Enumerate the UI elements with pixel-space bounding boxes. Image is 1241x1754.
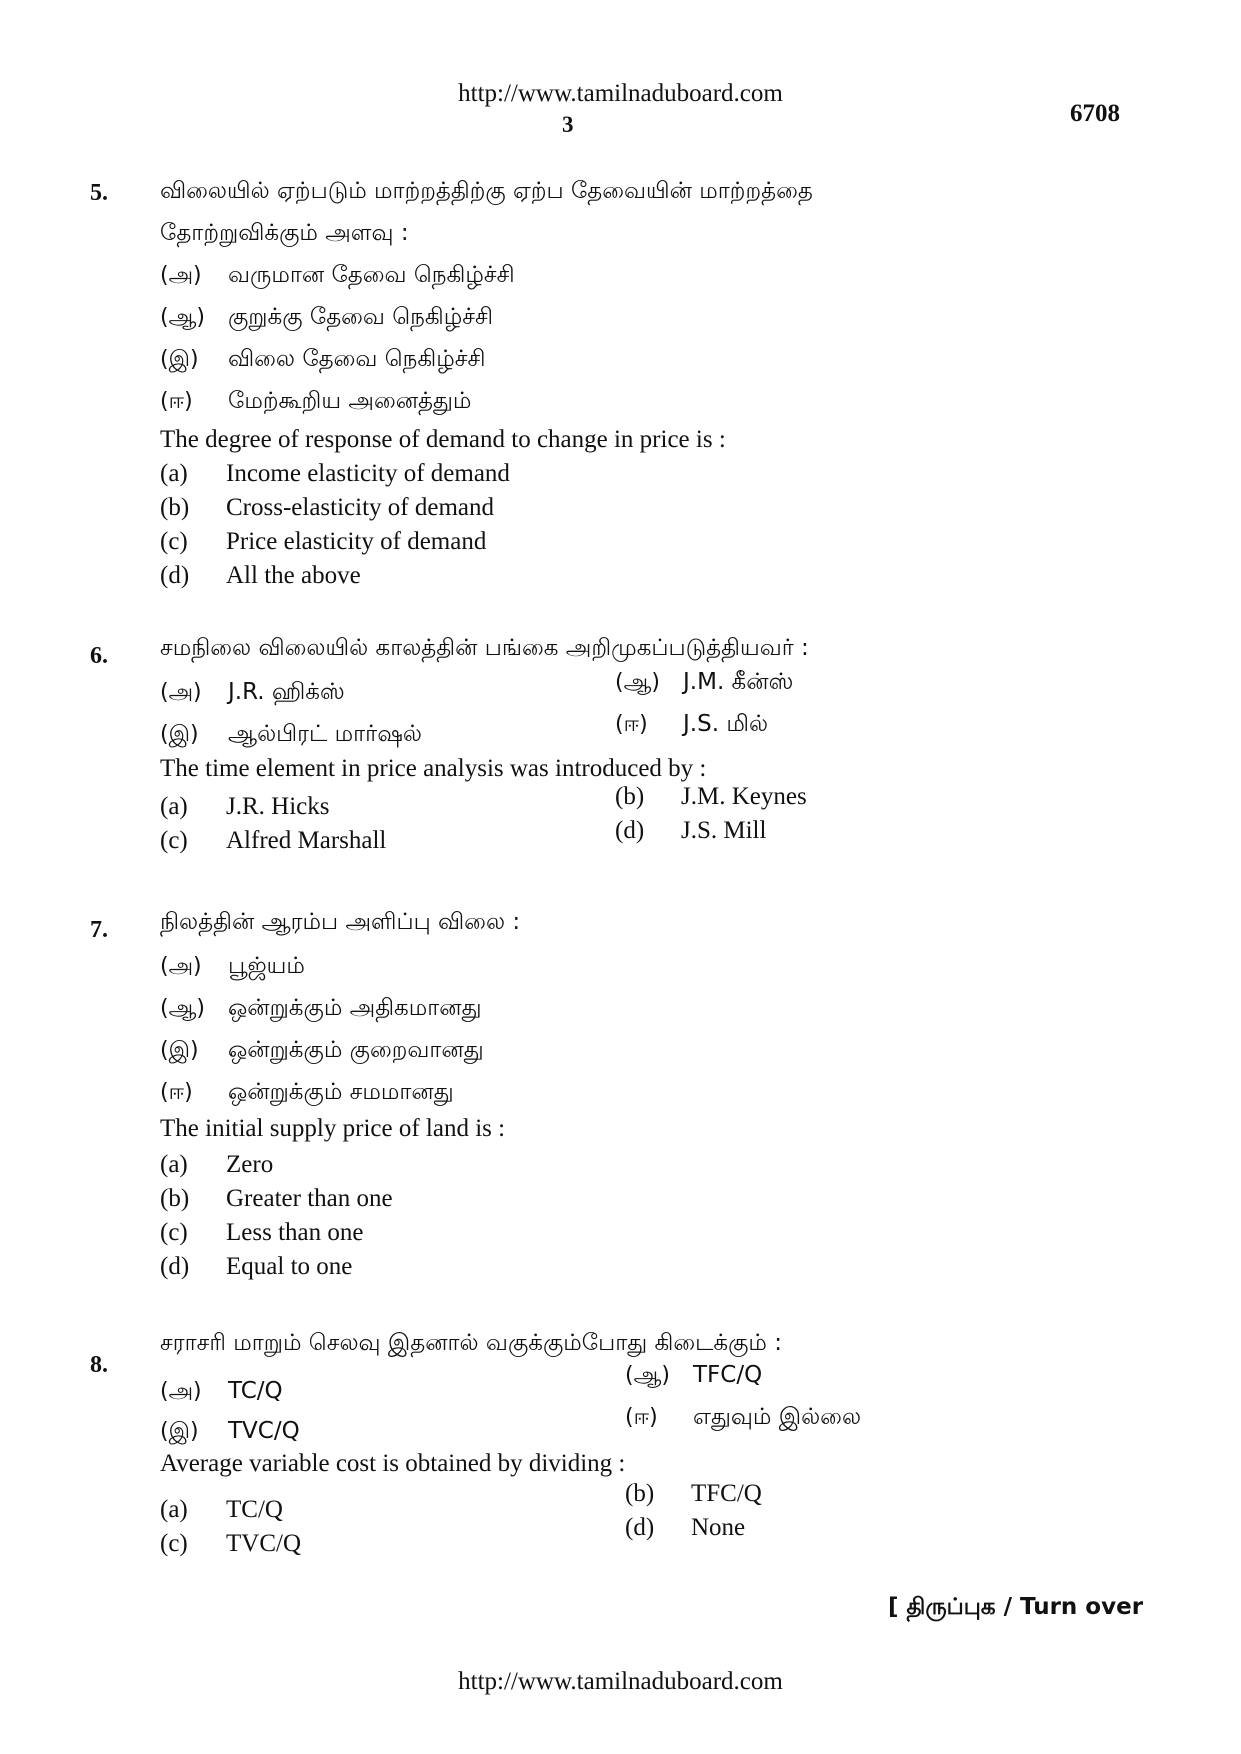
- tamil-option: [160, 1378, 283, 1407]
- option-label: (d): [160, 562, 190, 589]
- option-label: (c): [160, 1219, 188, 1246]
- option-text: J.R. Hicks: [226, 793, 330, 820]
- paper-code: 6708: [1070, 100, 1120, 127]
- english-option: [160, 460, 510, 488]
- option-text: TFC/Q: [693, 1362, 763, 1388]
- english-option: [615, 817, 766, 845]
- option-text: TVC/Q: [228, 1418, 300, 1444]
- option-label: (b): [625, 1480, 655, 1507]
- option-text: All the above: [226, 562, 361, 589]
- tamil-option: [160, 346, 486, 375]
- option-text: J.S. மில்: [683, 711, 769, 737]
- option-text: பூஜ்யம்: [228, 953, 305, 979]
- option-label: (c): [160, 827, 188, 854]
- option-text: J.S. Mill: [681, 817, 767, 844]
- option-text: Alfred Marshall: [226, 827, 387, 854]
- english-option: [160, 1185, 393, 1213]
- option-text: ஆல்பிரட் மார்ஷல்: [228, 721, 423, 747]
- option-label: (ஈ): [160, 389, 193, 414]
- option-label: (இ): [160, 722, 199, 747]
- turn-over-note: [ திருப்புக / Turn over: [888, 1594, 1144, 1620]
- question-number: 6.: [90, 643, 108, 669]
- option-text: None: [691, 1514, 746, 1541]
- option-text: எதுவும் இல்லை: [693, 1404, 862, 1430]
- option-text: J.M. கீன்ஸ்: [683, 669, 794, 695]
- option-label: (இ): [160, 1038, 199, 1063]
- tamil-question-line: தோற்றுவிக்கும் அளவு :: [160, 220, 409, 246]
- english-question: Average variable cost is obtained by dividing :: [160, 1450, 626, 1477]
- option-text: TC/Q: [228, 1378, 283, 1404]
- tamil-option: [615, 669, 793, 698]
- tamil-option: [160, 679, 345, 708]
- tamil-option: [160, 1079, 454, 1108]
- tamil-option: [160, 1037, 484, 1066]
- option-label: (c): [160, 528, 188, 555]
- tamil-option: [615, 711, 768, 740]
- option-text: J.R. ஹிக்ஸ்: [228, 679, 345, 705]
- option-label: (ஆ): [615, 670, 660, 695]
- tamil-option: [625, 1362, 762, 1391]
- english-option: [625, 1480, 762, 1508]
- option-text: Zero: [226, 1151, 274, 1178]
- option-label: (ஆ): [160, 305, 205, 330]
- option-text: Income elasticity of demand: [226, 460, 510, 487]
- tamil-option: [160, 262, 515, 291]
- tamil-question-line: நிலத்தின் ஆரம்ப அளிப்பு விலை :: [160, 909, 521, 935]
- english-question: The degree of response of demand to change in price is :: [160, 426, 726, 453]
- english-option: [160, 494, 494, 522]
- option-text: ஒன்றுக்கும் குறைவானது: [228, 1037, 484, 1063]
- option-label: (a): [160, 1496, 188, 1523]
- option-text: Cross-elasticity of demand: [226, 494, 494, 521]
- option-label: (அ): [160, 1379, 202, 1404]
- tamil-option: [625, 1404, 861, 1433]
- question-number: 7.: [90, 917, 108, 943]
- tamil-option: [160, 953, 305, 982]
- page-number: 3: [562, 112, 574, 137]
- option-text: ஒன்றுக்கும் அதிகமானது: [228, 995, 482, 1021]
- option-label: (a): [160, 793, 188, 820]
- option-text: J.M. Keynes: [681, 783, 807, 810]
- option-label: (ஆ): [160, 996, 205, 1021]
- option-label: (அ): [160, 263, 202, 288]
- english-option: [160, 562, 361, 590]
- option-label: (ஆ): [625, 1363, 670, 1388]
- option-text: Equal to one: [226, 1253, 353, 1280]
- tamil-question-line: சராசரி மாறும் செலவு இதனால் வகுக்கும்போது கிடைக்கும் :: [160, 1330, 782, 1356]
- option-label: (ஈ): [160, 1080, 193, 1105]
- tamil-option: [160, 995, 482, 1024]
- option-text: Less than one: [226, 1219, 364, 1246]
- option-label: (d): [625, 1514, 655, 1541]
- option-label: (b): [160, 494, 190, 521]
- english-option: [160, 1496, 283, 1524]
- option-label: (அ): [160, 954, 202, 979]
- option-label: (b): [615, 783, 645, 810]
- english-option: [160, 1219, 363, 1247]
- option-label: (d): [160, 1253, 190, 1280]
- tamil-option: [160, 1418, 300, 1447]
- option-label: (ஈ): [625, 1405, 658, 1430]
- tamil-option: [160, 304, 493, 333]
- option-text: வருமான தேவை நெகிழ்ச்சி: [228, 262, 515, 288]
- option-text: விலை தேவை நெகிழ்ச்சி: [228, 346, 486, 372]
- english-option: [615, 783, 807, 811]
- english-option: [160, 1253, 352, 1281]
- option-text: மேற்கூறிய அனைத்தும்: [228, 388, 472, 414]
- english-option: [160, 827, 386, 855]
- option-label: (d): [615, 817, 645, 844]
- option-label: (a): [160, 1151, 188, 1178]
- option-label: (அ): [160, 680, 202, 705]
- tamil-question-line: சமநிலை விலையில் காலத்தின் பங்கை அறிமுகப்படுத்தியவர் :: [160, 635, 809, 661]
- english-option: [160, 1530, 301, 1558]
- option-text: ஒன்றுக்கும் சமமானது: [228, 1079, 454, 1105]
- english-option: [160, 528, 486, 556]
- tamil-option: [160, 721, 422, 750]
- footer-url: http://www.tamilnaduboard.com: [458, 1668, 783, 1695]
- option-text: TVC/Q: [226, 1530, 301, 1557]
- english-option: [160, 1151, 273, 1179]
- option-text: Price elasticity of demand: [226, 528, 487, 555]
- option-text: குறுக்கு தேவை நெகிழ்ச்சி: [228, 304, 494, 330]
- english-option: [160, 793, 329, 821]
- question-number: 8.: [90, 1352, 108, 1378]
- tamil-option: [160, 388, 471, 417]
- english-question: The time element in price analysis was introduced by :: [160, 755, 707, 782]
- option-text: Greater than one: [226, 1185, 393, 1212]
- option-label: (இ): [160, 1419, 199, 1444]
- option-text: TFC/Q: [691, 1480, 762, 1507]
- english-option: [625, 1514, 745, 1542]
- english-question: The initial supply price of land is :: [160, 1115, 506, 1142]
- tamil-question-line: விலையில் ஏற்படும் மாற்றத்திற்கு ஏற்ப தேவையின் மாற்றத்தை: [160, 178, 813, 204]
- option-label: (c): [160, 1530, 188, 1557]
- option-label: (ஈ): [615, 712, 648, 737]
- question-number: 5.: [90, 180, 108, 206]
- option-label: (a): [160, 460, 188, 487]
- option-label: (இ): [160, 347, 199, 372]
- header-url: http://www.tamilnaduboard.com: [458, 80, 783, 107]
- option-text: TC/Q: [226, 1496, 283, 1523]
- option-label: (b): [160, 1185, 190, 1212]
